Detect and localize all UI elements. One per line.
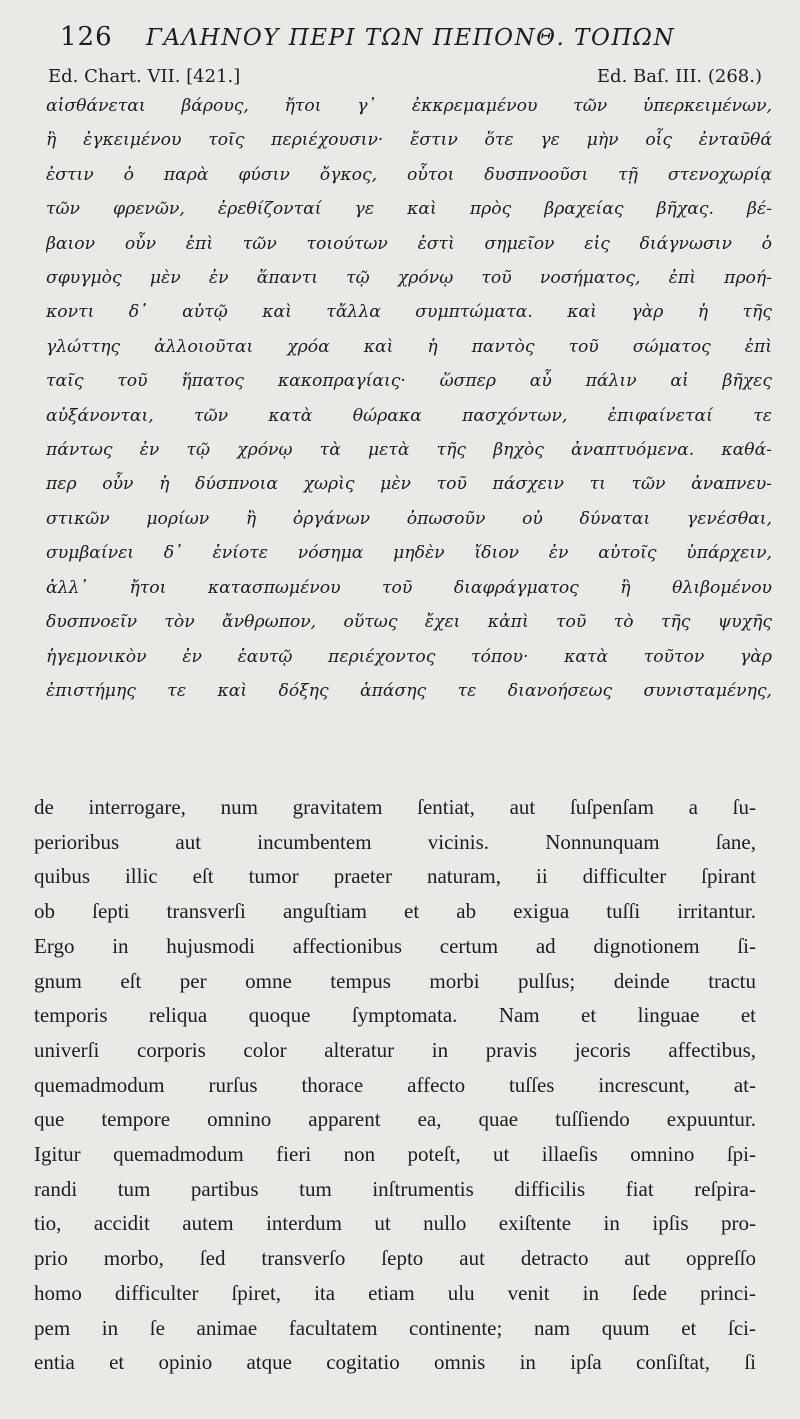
- greek-line: τῶν φρενῶν, ἐρεθίζονταί γε καὶ πρὸς βραχείας βῆχας. βέ-: [46, 199, 772, 220]
- latin-line: gnum eſt per omne tempus morbi pulſus; deinde tractu: [34, 968, 756, 993]
- greek-line: στικῶν μορίων ἢ ὀργάνων ὁπωσοῦν οὐ δύναται γενέσθαι,: [46, 508, 772, 529]
- latin-line: pem in ſe animae facultatem continente; nam quum et ſci-: [34, 1315, 756, 1340]
- greek-line: ἀλλ᾽ ἤτοι κατασπωμένου τοῦ διαφράγματος ἢ θλιβομένου: [46, 577, 772, 598]
- greek-line: αἰσθάνεται βάρους, ἤτοι γ᾽ ἐκκρεμαμένου τῶν ὑπερκειμένων,: [46, 96, 772, 116]
- latin-line: de interrogare, num gravitatem ſentiat, aut ſuſpenſam a ſu-: [34, 795, 756, 819]
- latin-line: Igitur quemadmodum fieri non poteſt, ut illaeſis omnino ſpi-: [34, 1142, 756, 1167]
- latin-line: randi tum partibus tum inſtrumentis difficilis fiat reſpira-: [34, 1176, 756, 1201]
- greek-line: αὐξάνονται, τῶν κατὰ θώρακα πασχόντων, ἐπιφαίνεταί τε: [46, 405, 772, 426]
- greek-line: περ οὖν ἡ δύσπνοια χωρὶς μὲν τοῦ πάσχειν τι τῶν ἀναπνευ-: [46, 474, 772, 495]
- latin-line: homo difficulter ſpiret, ita etiam ulu venit in ſede princi-: [34, 1280, 756, 1305]
- greek-line: γλώττης ἀλλοιοῦται χρόα καὶ ἡ παντὸς τοῦ σώματος ἐπὶ: [46, 336, 772, 357]
- latin-line: Ergo in hujusmodi affectionibus certum ad dignotionem ſi-: [34, 933, 756, 958]
- latin-line: tio, accidit autem interdum ut nullo exiſtente in ipſis pro-: [34, 1211, 756, 1236]
- greek-line: ἐπιστήμης τε καὶ δόξης ἁπάσης τε διανοήσεως συνισταμένης,: [46, 680, 772, 701]
- edition-basel: Ed. Baſ. III. (268.): [596, 66, 762, 87]
- latin-line: quemadmodum rurſus thorace affecto tuſſes increscunt, at-: [34, 1072, 756, 1097]
- running-head: [34, 22, 764, 62]
- greek-line: συμβαίνει δ᾽ ἐνίοτε νόσημα μηδὲν ἴδιον ἐν αὐτοῖς ὑπάρχειν,: [46, 543, 772, 564]
- greek-line: σφυγμὸς μὲν ἐν ἅπαντι τῷ χρόνῳ τοῦ νοσήματος, ἐπὶ προή-: [46, 268, 772, 289]
- latin-line: ob ſepti transverſi anguſtiam et ab exigua tuſſi irritantur.: [34, 899, 756, 924]
- latin-line: temporis reliqua quoque ſymptomata. Nam et linguae et: [34, 1003, 756, 1028]
- greek-line: ταῖς τοῦ ἥπατος κακοπραγίαις· ὥσπερ αὖ πάλιν αἱ βῆχες: [46, 371, 772, 392]
- greek-line: κοντι δ᾽ αὐτῷ καὶ τἄλλα συμπτώματα. καὶ γὰρ ἡ τῆς: [46, 302, 772, 323]
- latin-line: quibus illic eſt tumor praeter naturam, ii difficulter ſpirant: [34, 864, 756, 889]
- latin-text-block: [34, 790, 756, 1380]
- greek-text-block: [34, 89, 772, 708]
- greek-line: ἐστιν ὁ παρὰ φύσιν ὄγκος, οὗτοι δυσπνοοῦσι τῇ στενοχωρίᾳ: [46, 164, 772, 185]
- greek-line: ἡγεμονικὸν ἐν ἑαυτῷ περιέχοντος τόπου· κατὰ τοῦτον γὰρ: [46, 646, 772, 667]
- edition-chartier: Ed. Chart. VII. [421.]: [48, 66, 241, 87]
- edition-references: [34, 66, 764, 87]
- page-number: 126: [60, 22, 113, 52]
- greek-line: δυσπνοεῖν τὸν ἄνθρωπον, οὕτως ἔχει κἀπὶ τοῦ τὸ τῆς ψυχῆς: [46, 612, 772, 633]
- running-title: ΓΑΛΗΝΟΥ ΠΕΡΙ ΤΩΝ ΠΕΠΟΝΘ. ΤΟΠΩΝ: [146, 25, 676, 51]
- greek-line: ἢ ἐγκειμένου τοῖς περιέχουσιν· ἔστιν ὅτε γε μὴν οἷς ἐνταῦθά: [46, 130, 772, 151]
- greek-line: βαιον οὖν ἐπὶ τῶν τοιούτων ἐστὶ σημεῖον εἰς διάγνωσιν ὁ: [46, 233, 772, 254]
- latin-line: perioribus aut incumbentem vicinis. Nonnunquam ſane,: [34, 829, 756, 854]
- latin-line: univerſi corporis color alteratur in pravis jecoris affectibus,: [34, 1037, 756, 1062]
- latin-line: prio morbo, ſed transverſo ſepto aut detracto aut oppreſſo: [34, 1246, 756, 1271]
- latin-line: entia et opinio atque cogitatio omnis in ipſa conſiſtat, ſi: [34, 1350, 756, 1375]
- latin-line: que tempore omnino apparent ea, quae tuſſiendo expuuntur.: [34, 1107, 756, 1132]
- greek-line: πάντως ἐν τῷ χρόνῳ τὰ μετὰ τῆς βηχὸς ἀναπτυόμενα. καθά-: [46, 440, 772, 461]
